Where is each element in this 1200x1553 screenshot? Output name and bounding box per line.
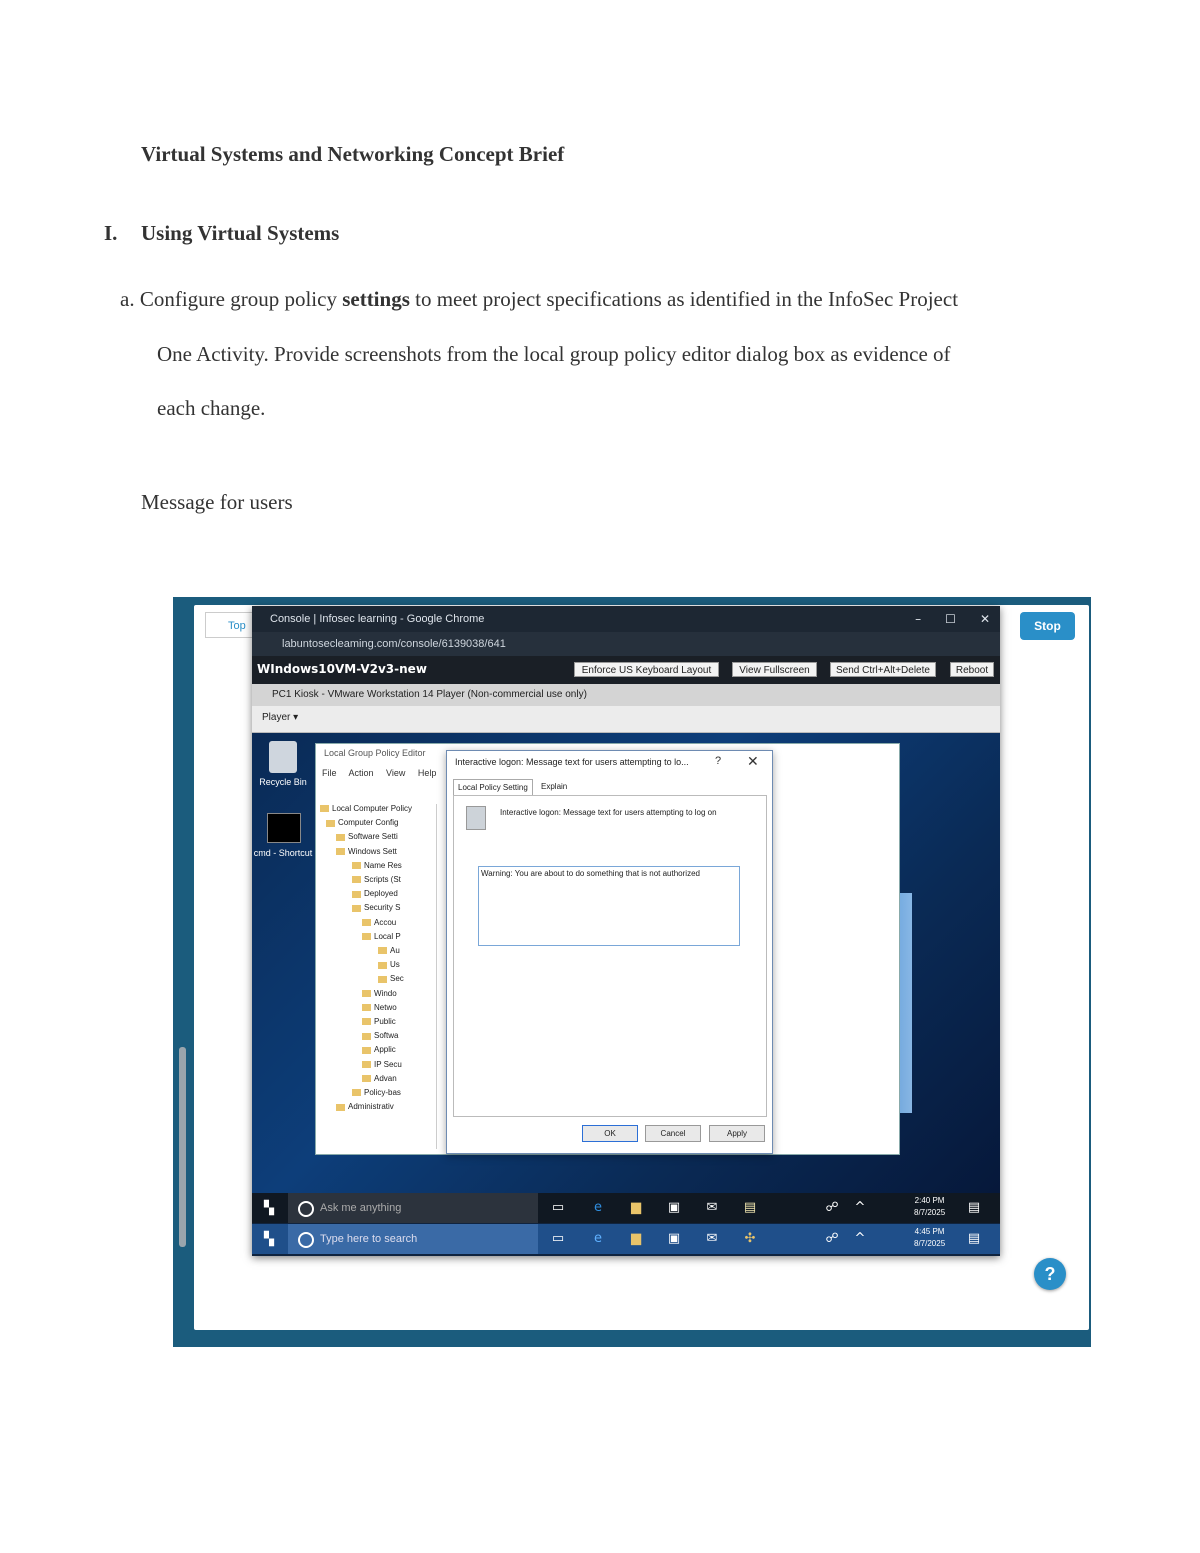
tree-item[interactable] (326, 818, 398, 827)
tree-item[interactable] (362, 989, 397, 998)
tree-item[interactable] (352, 861, 402, 870)
mail-icon[interactable]: ✉ (706, 1200, 718, 1215)
people-icon[interactable]: ☍ (825, 1200, 839, 1215)
bold-settings: settings (342, 287, 410, 311)
tree-item-label: Software Setti (348, 832, 398, 842)
folder-icon (362, 1047, 371, 1054)
tree-item-label: Policy-bas (364, 1088, 401, 1097)
address-bar[interactable]: labuntosecleaming.com/console/6139038/641 (252, 632, 1000, 656)
view-fullscreen-button[interactable]: View Fullscreen (732, 662, 817, 677)
maximize-icon[interactable]: ☐ (945, 612, 956, 626)
tree-item-label: IP Secu (374, 1059, 402, 1069)
paragraph-line-3: each change. (157, 396, 266, 420)
folder-icon (326, 820, 335, 827)
help-button[interactable]: ? (1034, 1258, 1066, 1290)
notepad-icon[interactable]: ▤ (743, 1200, 757, 1215)
tree-item[interactable] (336, 1102, 394, 1111)
tree-item-label: Public (374, 1017, 396, 1026)
close-icon[interactable]: ✕ (979, 612, 990, 626)
folder-icon (362, 1033, 371, 1040)
tree-item[interactable] (378, 960, 400, 969)
tree-item[interactable] (362, 932, 401, 941)
tree-item[interactable] (362, 1003, 397, 1012)
tree-item[interactable] (336, 832, 398, 841)
ok-button[interactable]: OK (582, 1125, 638, 1142)
task-view-icon[interactable]: ▭ (551, 1200, 565, 1215)
task-view-icon[interactable]: ▭ (551, 1231, 565, 1246)
recycle-bin-shortcut[interactable]: Recycle Bin (253, 737, 313, 787)
folder-icon (362, 1075, 371, 1082)
chrome-window (252, 606, 1000, 1256)
network-app-icon[interactable]: ✣ (744, 1231, 756, 1246)
folder-icon (362, 933, 371, 940)
tree-item-label: Local Computer Policy (332, 804, 413, 813)
message-text-field[interactable]: Warning: You are about to do something that is not authorized (478, 866, 740, 946)
tab-local-policy-setting[interactable]: Local Policy Setting (453, 779, 533, 796)
instruction-paragraph (120, 272, 1080, 436)
tree-item[interactable] (362, 1045, 396, 1054)
cortana-icon (298, 1201, 314, 1217)
folder-icon (362, 1004, 371, 1011)
tree-item-label: Accou (374, 917, 397, 927)
folder-icon (352, 1089, 361, 1096)
notification-icon[interactable]: ▤ (967, 1200, 981, 1215)
reboot-button[interactable]: Reboot (950, 662, 994, 677)
taskbar-top (252, 1193, 1000, 1223)
tree-item[interactable] (362, 1060, 402, 1069)
windows-start-icon[interactable]: ▚ (264, 1232, 274, 1247)
topic-tab[interactable]: Top (205, 612, 255, 638)
group-policy-editor-window (315, 743, 900, 1155)
tree-item-label: Applic (374, 1045, 396, 1055)
tree-item[interactable] (378, 974, 404, 983)
cancel-button[interactable]: Cancel (645, 1125, 701, 1142)
cmd-shortcut[interactable]: cmd - Shortcut (253, 733, 313, 858)
folder-icon (336, 1104, 345, 1111)
minimize-icon[interactable]: – (915, 612, 922, 626)
tree-item[interactable] (362, 918, 396, 927)
folder-icon (352, 905, 361, 912)
folder-icon (362, 1018, 371, 1025)
cmd-icon (267, 813, 301, 843)
folder-icon (378, 947, 387, 954)
section-title: Using Virtual Systems (141, 221, 340, 245)
chrome-title-bar: Console | Infosec learning - Google Chrome (252, 606, 1000, 632)
vmware-title-bar: PC1 Kiosk - VMware Workstation 14 Player (Non-commercial use only) (252, 684, 1000, 706)
people-icon[interactable]: ☍ (825, 1231, 839, 1246)
tray-chevron-icon[interactable]: ^ (854, 1200, 866, 1215)
tree-item-label: Local P (374, 931, 401, 941)
stop-button[interactable]: Stop (1020, 612, 1075, 640)
left-side-bar (173, 607, 194, 1337)
tree-item[interactable] (362, 1074, 397, 1083)
policy-name: Interactive logon: Message text for users attempting to log on (500, 808, 717, 817)
tree-item-label: Name Res (364, 860, 402, 870)
file-explorer-icon[interactable]: ▆ (631, 1231, 641, 1246)
windows-start-icon[interactable]: ▚ (264, 1201, 274, 1216)
tree-item[interactable] (362, 1031, 398, 1040)
store-icon[interactable]: ▣ (667, 1200, 681, 1215)
tree-item-label: Computer Config (338, 818, 399, 828)
file-explorer-icon[interactable]: ▆ (631, 1200, 641, 1215)
apply-button[interactable]: Apply (709, 1125, 765, 1142)
vm-desktop (252, 733, 1000, 1193)
help-icon[interactable]: ? (715, 755, 722, 767)
paragraph-line-2: One Activity. Provide screenshots from the local group policy editor dialog box as evidence of (157, 341, 951, 366)
notification-icon[interactable]: ▤ (967, 1231, 981, 1246)
screenshot-caption: Message for users (141, 490, 293, 514)
tree-item[interactable] (362, 1017, 396, 1026)
tree-item[interactable] (352, 903, 400, 912)
folder-icon (378, 976, 387, 983)
store-icon[interactable]: ▣ (667, 1231, 681, 1246)
tree-item-label: Windo (374, 988, 397, 998)
tree-item[interactable] (336, 847, 397, 856)
tree-item-label: Security S (364, 903, 401, 913)
taskbar-search[interactable]: Type here to search (288, 1224, 538, 1254)
close-icon[interactable]: ✕ (747, 753, 759, 769)
clock: 2:40 PM 8/7/2025 (914, 1196, 946, 1217)
tree-item-label: Sec (390, 974, 404, 984)
taskbar-search[interactable]: Ask me anything (288, 1193, 538, 1223)
paragraph-line-1: a. Configure group policy settings to meet project specifications as identified in the InfoSec Project (120, 287, 959, 311)
folder-icon (336, 834, 345, 841)
tree-item-label: Au (390, 946, 400, 955)
mail-icon[interactable]: ✉ (706, 1231, 718, 1246)
tree-item-label: Netwo (374, 1002, 397, 1012)
folder-icon (320, 805, 329, 812)
edge-icon[interactable]: e (594, 1200, 602, 1215)
tab-explain[interactable]: Explain (541, 782, 568, 791)
taskbar-bottom (252, 1224, 1000, 1254)
enforce-keyboard-button[interactable]: Enforce US Keyboard Layout (574, 662, 719, 677)
folder-icon (378, 962, 387, 969)
scrollbar-thumb[interactable] (179, 1047, 186, 1247)
vm-name: WIndows10VM-V2v3-new (257, 662, 427, 676)
clock: 4:45 PM 8/7/2025 (914, 1227, 946, 1248)
section-number: I. (104, 221, 118, 245)
tree-item-label: Scripts (St (364, 875, 401, 884)
policy-icon (466, 806, 486, 830)
tree-item-label: Us (390, 960, 400, 970)
send-ctrl-alt-delete-button[interactable]: Send Ctrl+Alt+Delete (830, 662, 936, 677)
cortana-icon (298, 1232, 314, 1248)
policy-dialog (446, 750, 773, 1154)
folder-icon (352, 876, 361, 883)
tree-item-label: Softwa (374, 1031, 399, 1041)
dialog-title: Interactive logon: Message text for users attempting to lo... (455, 757, 689, 767)
gpedit-title: Local Group Policy Editor (324, 748, 426, 758)
policy-tree (318, 804, 437, 1149)
tree-item[interactable] (352, 889, 398, 898)
tree-item-label: Deployed (364, 889, 398, 899)
folder-icon (362, 990, 371, 997)
vm-toolbar (252, 656, 1000, 684)
tree-item[interactable] (320, 804, 412, 813)
folder-icon (336, 848, 345, 855)
player-menu[interactable]: Player ▾ (262, 712, 299, 723)
folder-icon (362, 919, 371, 926)
dialog-body (453, 795, 767, 1117)
tree-item-label: Advan (374, 1073, 397, 1083)
window-controls (915, 606, 990, 632)
tree-item-label: Windows Sett (348, 846, 397, 856)
document-title: Virtual Systems and Networking Concept Brief (141, 142, 565, 166)
folder-icon (352, 862, 361, 869)
gpedit-menu[interactable]: File Action View Help (322, 768, 437, 778)
player-toolbar (252, 706, 1000, 733)
edge-icon[interactable]: e (594, 1231, 602, 1246)
tree-item[interactable] (378, 946, 400, 955)
tray-chevron-icon[interactable]: ^ (854, 1231, 866, 1246)
tree-item-label: Administrativ (348, 1102, 394, 1112)
folder-icon (352, 891, 361, 898)
tree-item[interactable] (352, 1088, 401, 1097)
folder-icon (362, 1061, 371, 1068)
tree-item[interactable] (352, 875, 401, 884)
